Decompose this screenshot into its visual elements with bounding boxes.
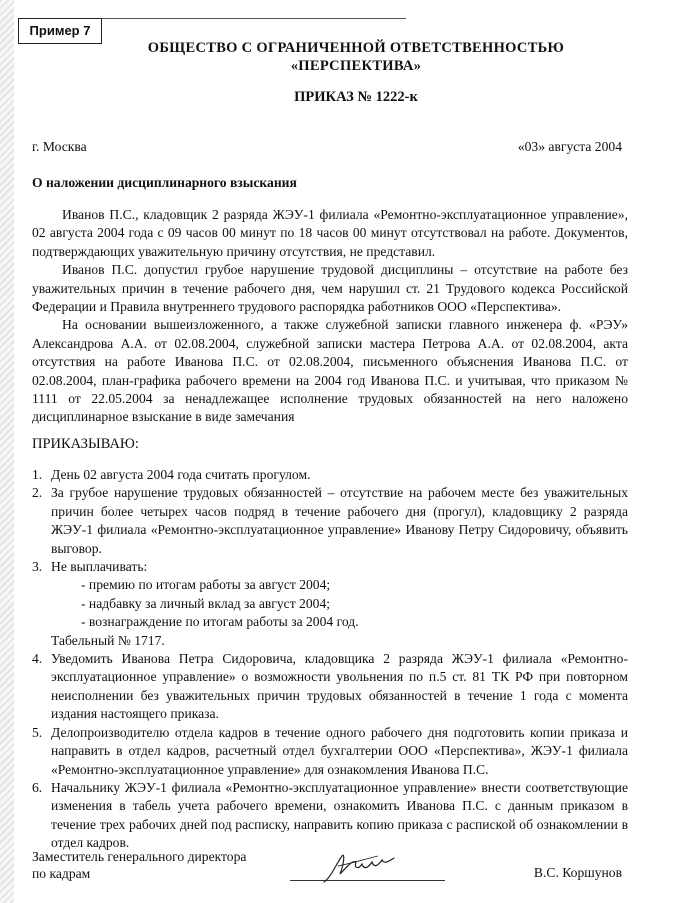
list-item	[32, 779, 628, 853]
place: г. Москва	[32, 139, 87, 154]
organization-name-line2: «ПЕРСПЕКТИВА»	[290, 58, 422, 74]
handwritten-signature	[318, 846, 398, 886]
example-label: Пример 7	[18, 18, 102, 44]
paragraph: Иванов П.С., кладовщик 2 разряда ЖЭУ-1 филиала «Ремонтно-эксплуатационное управление», 02 августа 2004 года с 09 часов 00 минут по 18 часов 00 минут отсутствовал на работе. Документов, подтверждающих уважительную причину отсутствия, не представил.	[32, 207, 628, 259]
list-item	[32, 558, 628, 650]
item-text: Уведомить Иванова Петра Сидоровича, кладовщика 2 разряда ЖЭУ-1 филиала «Ремонтно-эксплуатационное управление» о возможности увольнения по п.5 ст. 81 ТК РФ при повторном неисполнении без уважительных причин трудовых обязанностей в течение 1 года с момента издания настоящего приказа.	[51, 651, 628, 722]
list-item	[32, 466, 628, 484]
item-number: 5.	[32, 724, 43, 740]
order-subject: О наложении дисциплинарного взыскания	[32, 175, 297, 190]
sub-item: - надбавку за личный вклад за август 2004;	[81, 595, 331, 611]
list-item	[32, 484, 628, 558]
sub-item: - вознаграждение по итогам работы за 2004 год.	[81, 614, 359, 630]
signatory-title-line1: Заместитель генерального директора	[32, 849, 247, 864]
paragraph: Иванов П.С. допустил грубое нарушение трудовой дисциплины – отсутствие на работе без уважительных причин в течение рабочего дня, чем нарушил ст. 21 Трудового кодекса Российской Федерации и Правила внутреннего трудового распорядка работников ООО «Перспектива».	[32, 262, 628, 315]
item-number: 6.	[32, 779, 43, 795]
item-number: 4.	[32, 651, 43, 667]
page-edge-shading	[0, 0, 14, 903]
preamble	[32, 206, 628, 427]
order-number: ПРИКАЗ № 1222-к	[294, 89, 418, 105]
order-date: «03» августа 2004	[517, 139, 622, 154]
item-number: 2.	[32, 485, 43, 501]
list-item	[32, 724, 628, 779]
signatory-name: В.С. Коршунов	[533, 865, 622, 880]
signatory-title-line2: по кадрам	[32, 866, 91, 881]
item-text: Не выплачивать:	[51, 559, 148, 575]
list-item	[32, 650, 628, 724]
sub-item: - премию по итогам работы за август 2004;	[81, 577, 331, 593]
orders-heading: ПРИКАЗЫВАЮ:	[32, 436, 139, 452]
item-number: 3.	[32, 559, 43, 575]
paragraph: На основании вышеизложенного, а также служебной записки главного инженера ф. «РЭУ» Александрова А.А. от 02.08.2004, служебной записки мастера Петрова А.А. от 02.08.2004, акта отсутствия на работе Иванова П.С. от 02.08.2004, письменного объяснения Иванова П.С. от 02.08.2004, план-графика рабочего времени на 2004 год Иванова П.С. и учитывая, что приказом № 1111 от 22.05.2004 за ненадлежащее исполнение трудовых обязанностей на него наложено дисциплинарное взыскание в виде замечания	[32, 317, 628, 425]
orders-list	[32, 466, 628, 853]
item-text: День 02 августа 2004 года считать прогулом.	[51, 467, 311, 482]
item-text: За грубое нарушение трудовых обязанностей – отсутствие на рабочем месте без уважительных причин более четырех часов подряд в течение рабочего дня (прогул), кладовщику 2 разряда ЖЭУ-1 филиала «Ремонтно-эксплуатационное управление» Иванову Петру Сидоровичу, объявить выговор.	[51, 485, 628, 556]
organization-name-line1: ОБЩЕСТВО С ОГРАНИЧЕННОЙ ОТВЕТСТВЕННОСТЬЮ	[147, 40, 565, 56]
item-text: Начальнику ЖЭУ-1 филиала «Ремонтно-эксплуатационное управление» внести соответствующие изменения в табель учета рабочего времени, ознакомить Иванова П.С. с данным приказом в течение трех рабочих дней под расписку, направить копию приказа с распиской об ознакомлении в отдел кадров.	[51, 779, 628, 851]
top-rule	[96, 18, 406, 19]
personnel-number: Табельный № 1717.	[51, 632, 165, 648]
item-text: Делопроизводителю отдела кадров в течение одного рабочего дня подготовить копии приказа и направить в отдел кадров, расчетный отдел бухгалтерии ООО «Перспектива», ЖЭУ-1 филиала «Ремонтно-эксплуатационное управление» для ознакомления Иванова П.С.	[51, 724, 628, 777]
item-number: 1.	[32, 467, 43, 482]
